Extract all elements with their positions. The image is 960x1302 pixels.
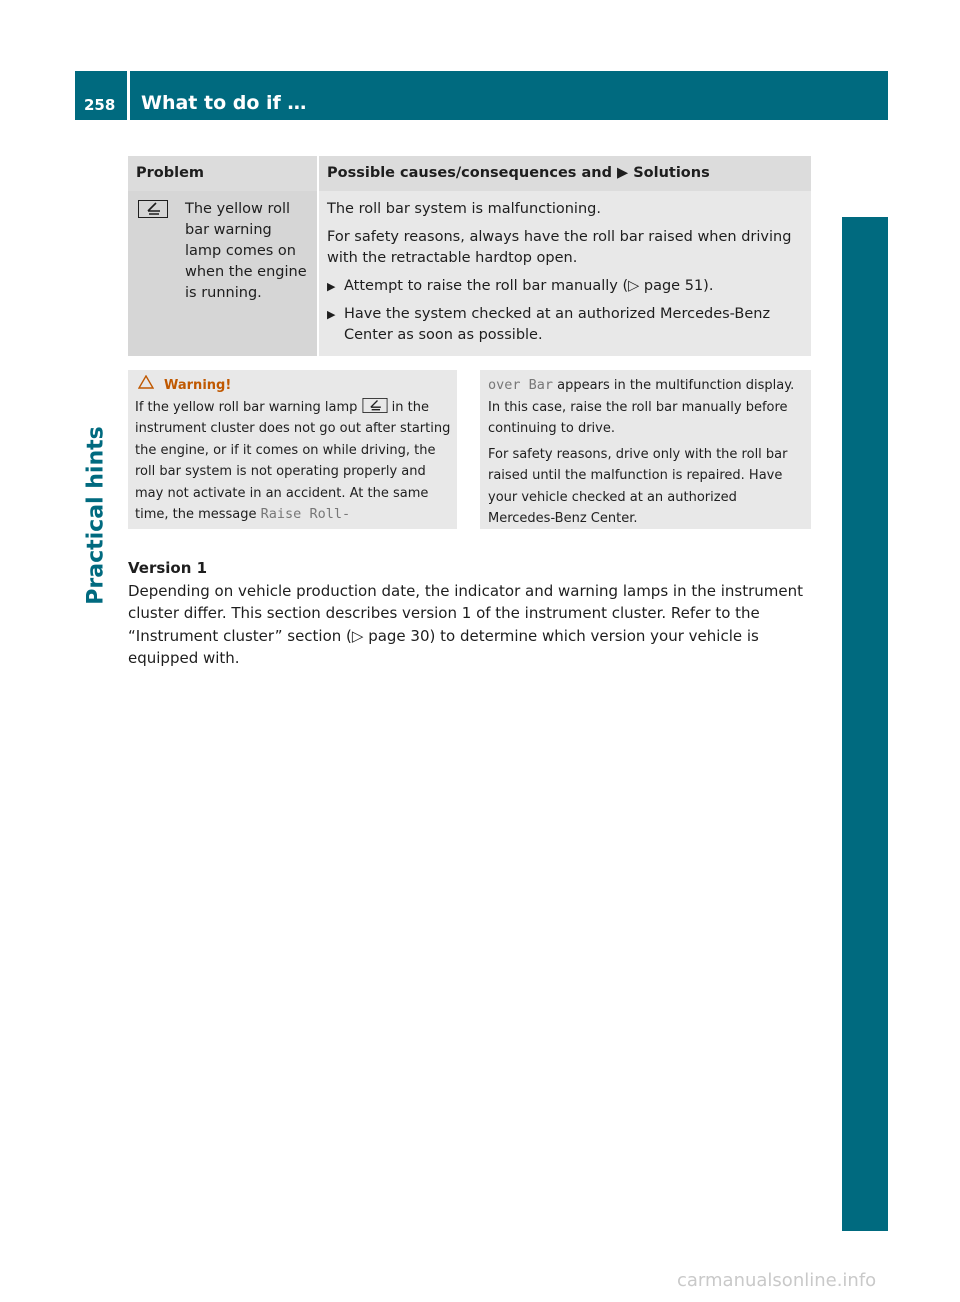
problem-text: The yellow roll bar warning lamp comes on when the engine is running. — [185, 201, 307, 301]
cause-text: The roll bar system is malfunctioning. — [327, 201, 601, 217]
display-message: Raise Roll- — [260, 506, 351, 522]
section-title: What to do if … — [141, 92, 307, 114]
column-header-problem: Problem — [128, 156, 318, 191]
display-message: over Bar — [488, 377, 554, 393]
solutions-arrow-icon: ▶ — [617, 165, 629, 181]
page-number: 258 — [84, 96, 116, 114]
step-item — [327, 276, 803, 297]
problem-cell — [128, 191, 318, 356]
header-separator — [127, 71, 130, 120]
warning-text-part: appears in the multifunction display. In this case, raise the roll bar manually before continuing to drive. — [488, 378, 795, 436]
warning-text-part: If the yellow roll bar warning lamp — [135, 399, 362, 415]
warning-box — [128, 370, 457, 529]
safety-text: For safety reasons, always have the roll bar raised when driving with the retractable hardtop open. — [327, 229, 792, 266]
step-arrow-icon: ▶ — [327, 308, 336, 321]
troubleshooting-table — [128, 156, 811, 356]
side-label-text: Practical hints — [83, 425, 109, 605]
column-header-solutions-pre: Possible causes/consequences and — [327, 165, 617, 181]
roll-bar-lamp-icon — [362, 400, 388, 415]
version-heading: Version 1 — [128, 559, 208, 577]
column-header-solutions-post: Solutions — [628, 165, 710, 181]
version-section — [128, 557, 818, 670]
column-header-solutions — [318, 156, 811, 191]
table-row — [128, 191, 811, 356]
warning-title: Warning! — [164, 378, 232, 393]
step-arrow-icon: ▶ — [327, 280, 336, 293]
warning-continuation — [480, 370, 811, 529]
side-label — [76, 405, 116, 625]
solution-cell — [318, 191, 811, 356]
warning-advice-text: For safety reasons, drive only with the roll bar raised until the malfunction is repaired. Have your vehicle checked at an authorized Mercedes-Benz Center. — [488, 446, 788, 526]
version-body: Depending on vehicle production date, the indicator and warning lamps in the instrument cluster differ. This section describes version 1 of the instrument cluster. Refer to the “Instrument cluster” section (▷ page 30) to determine which version your vehicle is equipped with. — [128, 581, 804, 667]
warning-text-part: in the instrument cluster does not go out after starting the engine, or if it comes on while driving, the roll bar system is not operating properly and may not activate in an accident. At the same time, the message — [135, 399, 451, 522]
warning-continuation-text — [488, 375, 805, 440]
warning-heading — [138, 375, 451, 397]
warning-text — [135, 397, 451, 526]
side-tab-block — [842, 133, 888, 1231]
watermark: carmanualsonline.info — [677, 1270, 877, 1291]
table-header-row — [128, 156, 811, 191]
roll-bar-lamp-icon — [136, 199, 169, 219]
step-item — [327, 304, 803, 346]
warning-triangle-icon — [138, 375, 164, 397]
step-text: Have the system checked at an authorized Mercedes-Benz Center as soon as possible. — [344, 306, 771, 343]
step-text: Attempt to raise the roll bar manually (▷ page 51). — [344, 278, 714, 294]
side-tab-gap — [842, 133, 888, 217]
